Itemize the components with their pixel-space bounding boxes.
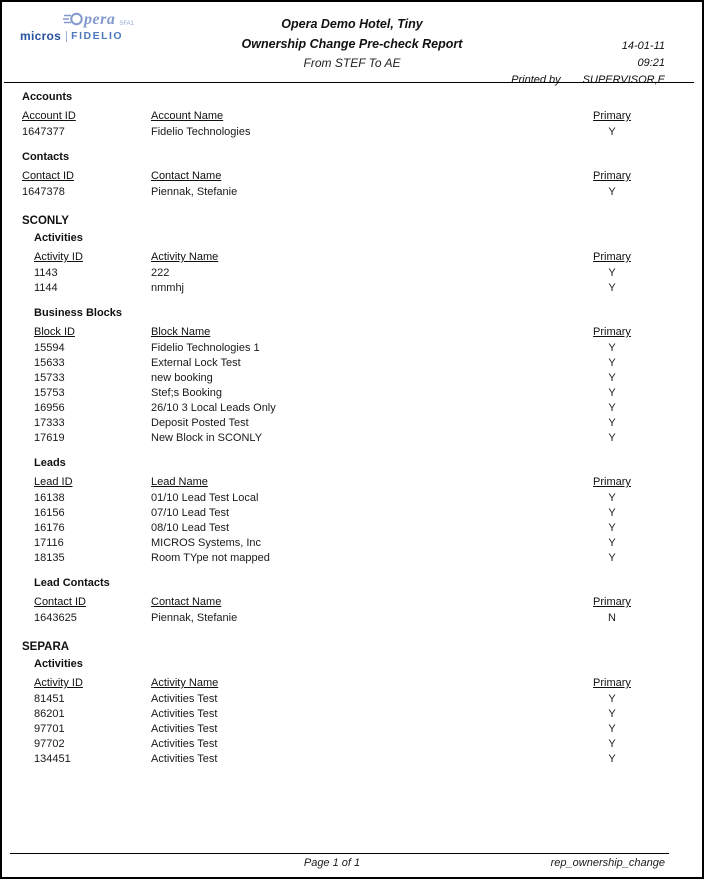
row-name-cell: nmmhj <box>151 282 185 294</box>
table-section <box>34 576 637 626</box>
column-header-row <box>34 475 637 491</box>
table-rows <box>34 692 637 767</box>
row-name-cell: MICROS Systems, Inc <box>151 537 262 549</box>
section-title: Business Blocks <box>34 307 123 319</box>
group-title: SCONLY <box>22 215 69 227</box>
row-id-cell: 81451 <box>34 693 65 705</box>
row-name-cell: Fidelio Technologies 1 <box>151 342 260 354</box>
row-id-cell: 1647377 <box>22 126 65 138</box>
row-name-cell: 07/10 Lead Test <box>151 507 230 519</box>
row-primary-cell: Y <box>608 387 616 399</box>
row-id-cell: 134451 <box>34 753 71 765</box>
report-header <box>2 2 702 88</box>
table-row <box>34 281 637 296</box>
row-id-cell: 16138 <box>34 492 65 504</box>
column-header-primary: Primary <box>593 170 631 182</box>
row-id-cell: 17619 <box>34 432 65 444</box>
table-section <box>34 456 637 566</box>
row-name-cell: External Lock Test <box>151 357 241 369</box>
column-header-id: Block ID <box>34 326 75 338</box>
report-subtitle: From STEF To AE <box>303 56 401 70</box>
report-body <box>2 88 702 767</box>
column-header-row <box>34 676 637 692</box>
row-primary-cell: Y <box>608 693 616 705</box>
report-time: 09:21 <box>637 57 665 69</box>
table-section <box>22 90 637 140</box>
table-rows <box>34 266 637 296</box>
table-section <box>34 306 637 446</box>
report-file-name: rep_ownership_change <box>550 857 665 869</box>
row-name-cell: Activities Test <box>151 753 218 765</box>
page-number: Page 1 of 1 <box>303 857 361 869</box>
row-name-cell: Fidelio Technologies <box>151 126 251 138</box>
row-primary-cell: Y <box>608 186 616 198</box>
column-header-id: Lead ID <box>34 476 73 488</box>
row-id-cell: 15633 <box>34 357 65 369</box>
column-header-primary: Primary <box>593 251 631 263</box>
column-header-primary: Primary <box>593 110 631 122</box>
row-primary-cell: Y <box>608 738 616 750</box>
table-row <box>34 737 637 752</box>
table-rows <box>22 185 637 200</box>
row-id-cell: 17333 <box>34 417 65 429</box>
table-row <box>34 521 637 536</box>
table-rows <box>22 125 637 140</box>
table-row <box>22 125 637 140</box>
section-title: Contacts <box>22 151 70 163</box>
row-name-cell: Activities Test <box>151 723 218 735</box>
column-header-primary: Primary <box>593 677 631 689</box>
column-header-id: Contact ID <box>22 170 74 182</box>
table-row <box>34 722 637 737</box>
row-id-cell: 97702 <box>34 738 65 750</box>
report-title: Ownership Change Pre-check Report <box>241 37 463 51</box>
printed-by <box>511 72 665 89</box>
row-primary-cell: Y <box>608 342 616 354</box>
row-id-cell: 97701 <box>34 723 65 735</box>
printed-by-value: SUPERVISOR,E <box>582 74 665 86</box>
row-primary-cell: Y <box>608 708 616 720</box>
table-row <box>34 551 637 566</box>
column-header-name: Contact Name <box>151 170 222 182</box>
column-header-primary: Primary <box>593 326 631 338</box>
row-primary-cell: Y <box>608 267 616 279</box>
column-header-name: Account Name <box>151 110 224 122</box>
row-name-cell: Activities Test <box>151 738 218 750</box>
footer-rule <box>10 853 669 854</box>
column-header-row <box>34 250 637 266</box>
table-row <box>34 401 637 416</box>
row-primary-cell: Y <box>608 372 616 384</box>
opera-logo-text: pera <box>83 11 116 28</box>
section-title: Leads <box>34 457 66 469</box>
row-primary-cell: Y <box>608 432 616 444</box>
table-row <box>34 416 637 431</box>
table-rows <box>34 611 637 626</box>
column-header-id: Account ID <box>22 110 76 122</box>
table-section <box>22 150 637 200</box>
row-primary-cell: Y <box>608 507 616 519</box>
row-id-cell: 1143 <box>34 267 58 279</box>
row-name-cell: new booking <box>151 372 213 384</box>
row-id-cell: 15753 <box>34 387 65 399</box>
table-row <box>34 752 637 767</box>
row-name-cell: Activities Test <box>151 693 218 705</box>
table-row <box>34 371 637 386</box>
column-header-id: Activity ID <box>34 251 83 263</box>
row-primary-cell: Y <box>608 723 616 735</box>
table-rows <box>34 341 637 446</box>
sfa-badge: SFA1 <box>119 21 134 27</box>
row-name-cell: 26/10 3 Local Leads Only <box>151 402 276 414</box>
column-header-name: Activity Name <box>151 251 219 263</box>
row-id-cell: 15594 <box>34 342 65 354</box>
table-row <box>34 386 637 401</box>
row-primary-cell: N <box>608 612 616 624</box>
column-header-id: Activity ID <box>34 677 83 689</box>
section-title: Lead Contacts <box>34 577 110 589</box>
row-id-cell: 16956 <box>34 402 65 414</box>
row-primary-cell: Y <box>608 552 616 564</box>
row-id-cell: 1647378 <box>22 186 65 198</box>
row-name-cell: Room TYpe not mapped <box>151 552 270 564</box>
table-rows <box>34 491 637 566</box>
table-row <box>22 185 637 200</box>
row-name-cell: Piennak, Stefanie <box>151 612 238 624</box>
row-name-cell: Stef;s Booking <box>151 387 222 399</box>
section-title: Activities <box>34 232 83 244</box>
column-header-id: Contact ID <box>34 596 86 608</box>
report-date: 14-01-11 <box>621 40 665 52</box>
table-row <box>34 692 637 707</box>
table-row <box>34 611 637 626</box>
column-header-primary: Primary <box>593 596 631 608</box>
row-primary-cell: Y <box>608 402 616 414</box>
fidelio-logo-text: FIDELIO <box>71 30 124 42</box>
column-header-name: Activity Name <box>151 677 219 689</box>
row-id-cell: 1643625 <box>34 612 77 624</box>
row-name-cell: 222 <box>151 267 170 279</box>
column-header-name: Lead Name <box>151 476 208 488</box>
row-id-cell: 1144 <box>34 282 58 294</box>
section-title: Accounts <box>22 91 73 103</box>
row-primary-cell: Y <box>608 492 616 504</box>
row-name-cell: 08/10 Lead Test <box>151 522 230 534</box>
column-header-name: Block Name <box>151 326 211 338</box>
column-header-row <box>34 325 637 341</box>
column-header-name: Contact Name <box>151 596 222 608</box>
table-row <box>34 431 637 446</box>
row-name-cell: New Block in SCONLY <box>151 432 263 444</box>
row-primary-cell: Y <box>608 282 616 294</box>
row-name-cell: Activities Test <box>151 708 218 720</box>
table-row <box>34 536 637 551</box>
row-id-cell: 86201 <box>34 708 65 720</box>
row-id-cell: 18135 <box>34 552 65 564</box>
row-name-cell: Deposit Posted Test <box>151 417 249 429</box>
row-name-cell: Piennak, Stefanie <box>151 186 238 198</box>
table-row <box>34 491 637 506</box>
group-title: SEPARA <box>22 641 70 653</box>
row-primary-cell: Y <box>608 522 616 534</box>
header-rule <box>4 82 694 83</box>
row-primary-cell: Y <box>608 417 616 429</box>
table-section <box>34 657 637 767</box>
row-id-cell: 16156 <box>34 507 65 519</box>
section-title: Activities <box>34 658 83 670</box>
row-primary-cell: Y <box>608 126 616 138</box>
row-id-cell: 15733 <box>34 372 65 384</box>
row-primary-cell: Y <box>608 753 616 765</box>
row-primary-cell: Y <box>608 537 616 549</box>
row-name-cell: 01/10 Lead Test Local <box>151 492 259 504</box>
micros-logo-text: micros <box>20 29 62 43</box>
table-row <box>34 356 637 371</box>
table-section <box>34 231 637 296</box>
column-header-primary: Primary <box>593 476 631 488</box>
column-header-row <box>22 109 637 125</box>
column-header-row <box>34 595 637 611</box>
row-id-cell: 17116 <box>34 537 64 549</box>
printed-by-label: Printed by <box>511 74 561 86</box>
row-primary-cell: Y <box>608 357 616 369</box>
table-row <box>34 506 637 521</box>
hotel-name: Opera Demo Hotel, Tiny <box>281 17 423 31</box>
table-row <box>34 707 637 722</box>
table-row <box>34 266 637 281</box>
row-id-cell: 16176 <box>34 522 65 534</box>
column-header-row <box>22 169 637 185</box>
table-row <box>34 341 637 356</box>
